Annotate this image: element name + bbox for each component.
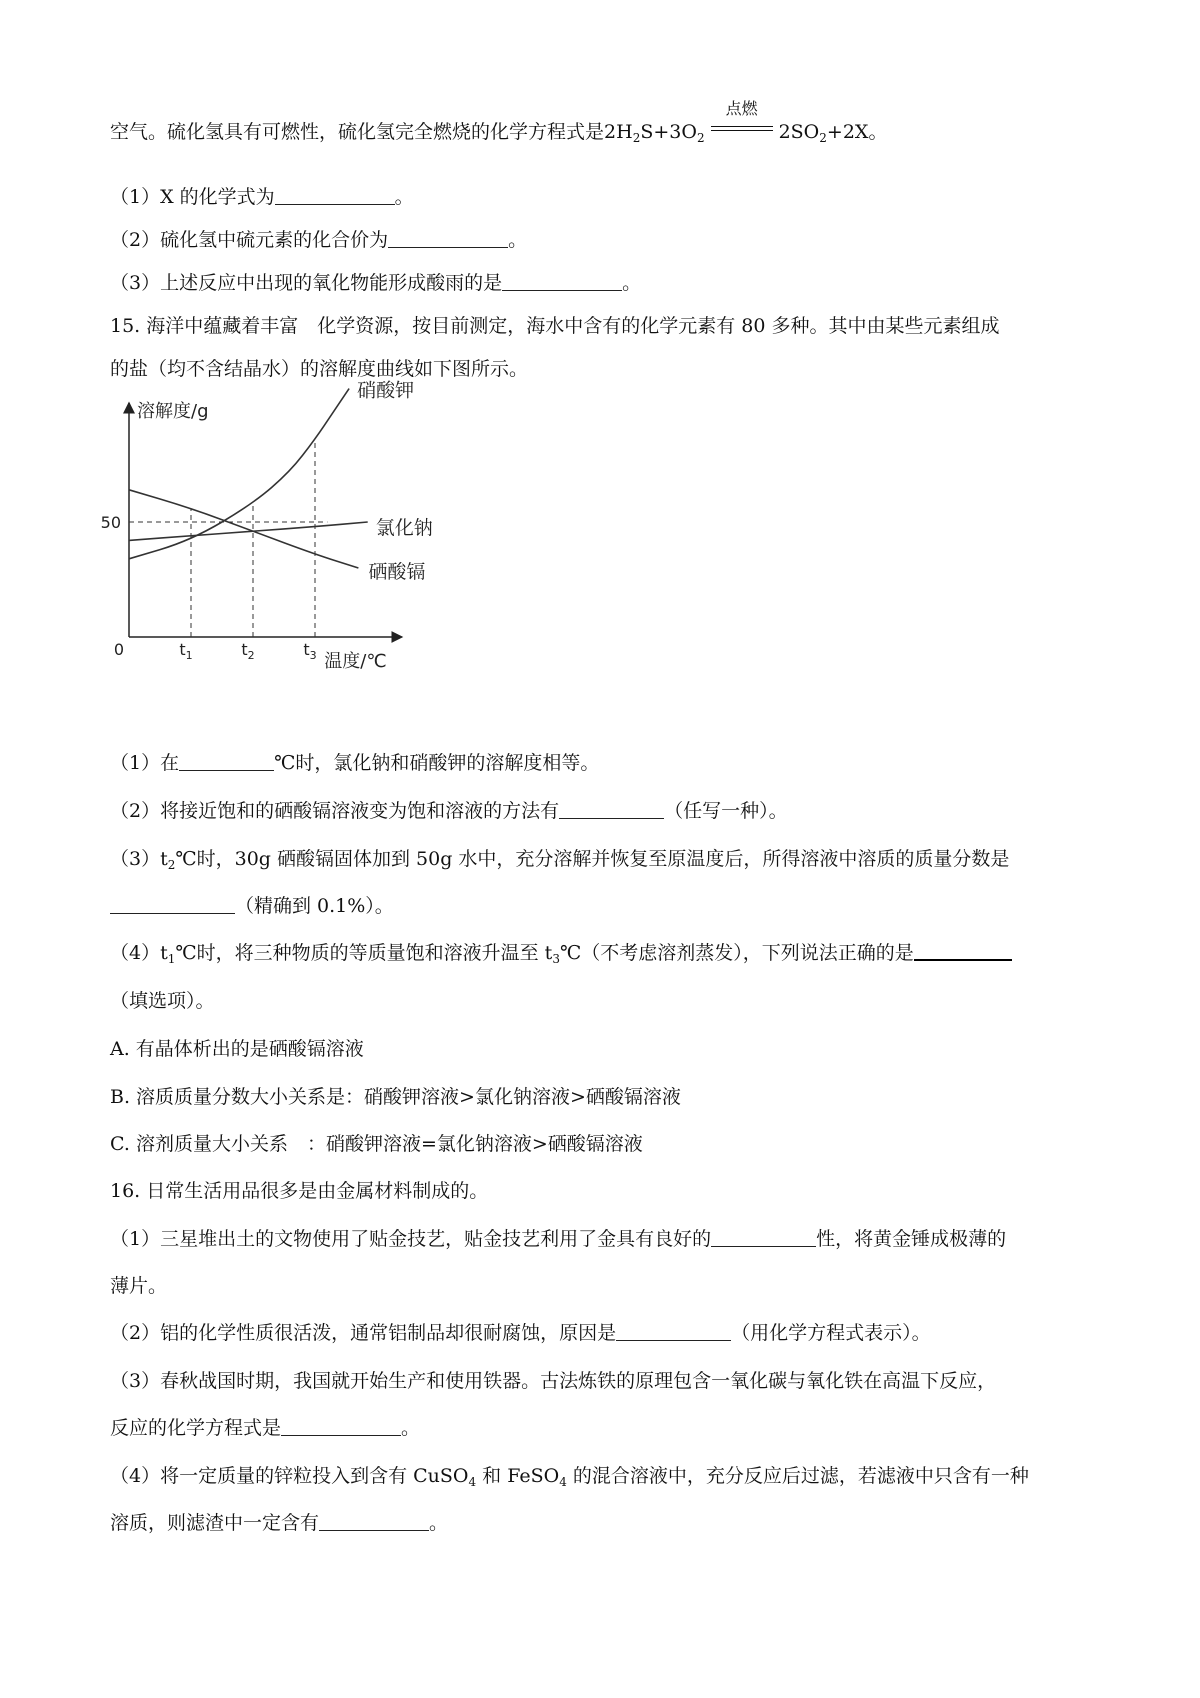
q15-part1: （1）在 ℃时，氯化钠和硝酸钾的溶解度相等。 [110,752,600,774]
chart-labels [101,380,433,672]
series-label-2: 氯化钠 [375,517,433,539]
intro-line: 空气。硫化氢具有可燃性，硫化氢完全燃烧的化学方程式是$2H_2S+3O_2$ 点燃 $2SO_2+2X$。 [110,99,888,145]
x-tick-label-t3: $t_3$ [303,640,317,662]
q16-part4: （4）将一定质量的锌粒投入到含有 CuSO$_4$ 和 FeSO$_4$ 的混合溶液中，充分反应后过滤，若滤液中只含有一种 [110,1465,1029,1489]
answer-blank[interactable] [179,752,274,771]
x-tick-label-t2: $t_2$ [241,640,255,662]
answer-blank[interactable] [559,800,664,819]
equation-reactants: $2H_2S+3O_2$ [604,121,705,145]
x-axis-label: 温度/℃ [324,651,387,672]
q15-stem-line1: 15. 海洋中蕴藏着丰富 化学资源，按目前测定，海水中含有的化学元素有 80 多种。其中由某些元素组成 [110,315,1000,337]
origin-label: 0 [113,640,125,659]
equation-products: $2SO_2+2X$ [778,121,869,145]
x-tick-label-t1: $t_1$ [179,640,193,662]
q14-part2: （2）硫化氢中硫元素的化合价为 。 [110,229,528,251]
q15-part3-cont: （精确到 0.1%）。 [110,893,394,919]
answer-blank[interactable] [914,941,1012,961]
answer-blank[interactable] [319,1512,429,1531]
q16-part1-cont: 薄片。 [110,1275,168,1297]
q16-part3: （3）春秋战国时期，我国就开始生产和使用铁器。古法炼铁的原理包含一氧化碳与氧化铁在高温下反应， [110,1370,997,1392]
q16-part1: （1）三星堆出土的文物使用了贴金技艺，贴金技艺利用了金具有良好的 性，将黄金锤成极薄的 [110,1228,1007,1250]
curve-3 [129,490,358,568]
chart-axes [129,403,402,637]
answer-blank[interactable] [281,1417,401,1436]
q14-part3: （3）上述反应中出现的氧化物能形成酸雨的是 。 [110,272,642,294]
q15-part4-cont: （填选项）。 [110,990,215,1012]
option-a: A. 有晶体析出的是硒酸镉溶液 [110,1038,364,1060]
answer-blank[interactable] [275,186,395,205]
y-tick-label: 50 [100,513,121,532]
curve-2 [129,522,368,540]
y-axis-label: 溶解度/g [137,401,209,422]
answer-blank[interactable] [711,1228,816,1247]
q16-part3-cont: 反应的化学方程式是 。 [110,1417,421,1439]
answer-blank[interactable] [502,272,622,291]
q16-stem: 16. 日常生活用品很多是由金属材料制成的。 [110,1180,489,1202]
q16-part4-cont: 溶质，则滤渣中一定含有 。 [110,1512,449,1534]
q16-part2: （2）铝的化学性质很活泼，通常铝制品却很耐腐蚀，原因是 （用化学方程式表示）。 [110,1322,931,1344]
option-c: C. 溶剂质量大小关系 ：硝酸钾溶液=氯化钠溶液>硒酸镉溶液 [110,1133,643,1155]
q15-part2: （2）将接近饱和的硒酸镉溶液变为饱和溶液的方法有 （任写一种）。 [110,800,788,822]
series-label-1: 硝酸钾 [357,379,415,402]
q15-stem-line2: 的盐（均不含结晶水）的溶解度曲线如下图所示。 [110,358,529,380]
reaction-condition: 点燃 [709,118,775,144]
answer-blank[interactable] [388,229,508,248]
q15-part4: $(4)t_1℃$时，将三种物质的等质量饱和溶液升温至 $t_3℃$（不考虑溶剂蒸发），下列说法正确的是 [110,940,1012,972]
q14-part1: （1）X 的化学式为 。 [110,186,414,208]
solubility-chart [95,379,433,740]
series-label-3: 硒酸镉 [368,561,426,583]
q15-part3: $(3)t_2℃$时，30g 硒酸镉固体加到 50g 水中，充分溶解并恢复至原温度后，所得溶液中溶质的质量分数是 [110,848,1010,872]
answer-blank[interactable] [110,895,235,914]
option-b: B. 溶质质量分数大小关系是：硝酸钾溶液>氯化钠溶液>硒酸镉溶液 [110,1086,681,1108]
intro-text: 空气。硫化氢具有可燃性，硫化氢完全燃烧的化学方程式是 [110,121,605,143]
answer-blank[interactable] [616,1322,731,1341]
